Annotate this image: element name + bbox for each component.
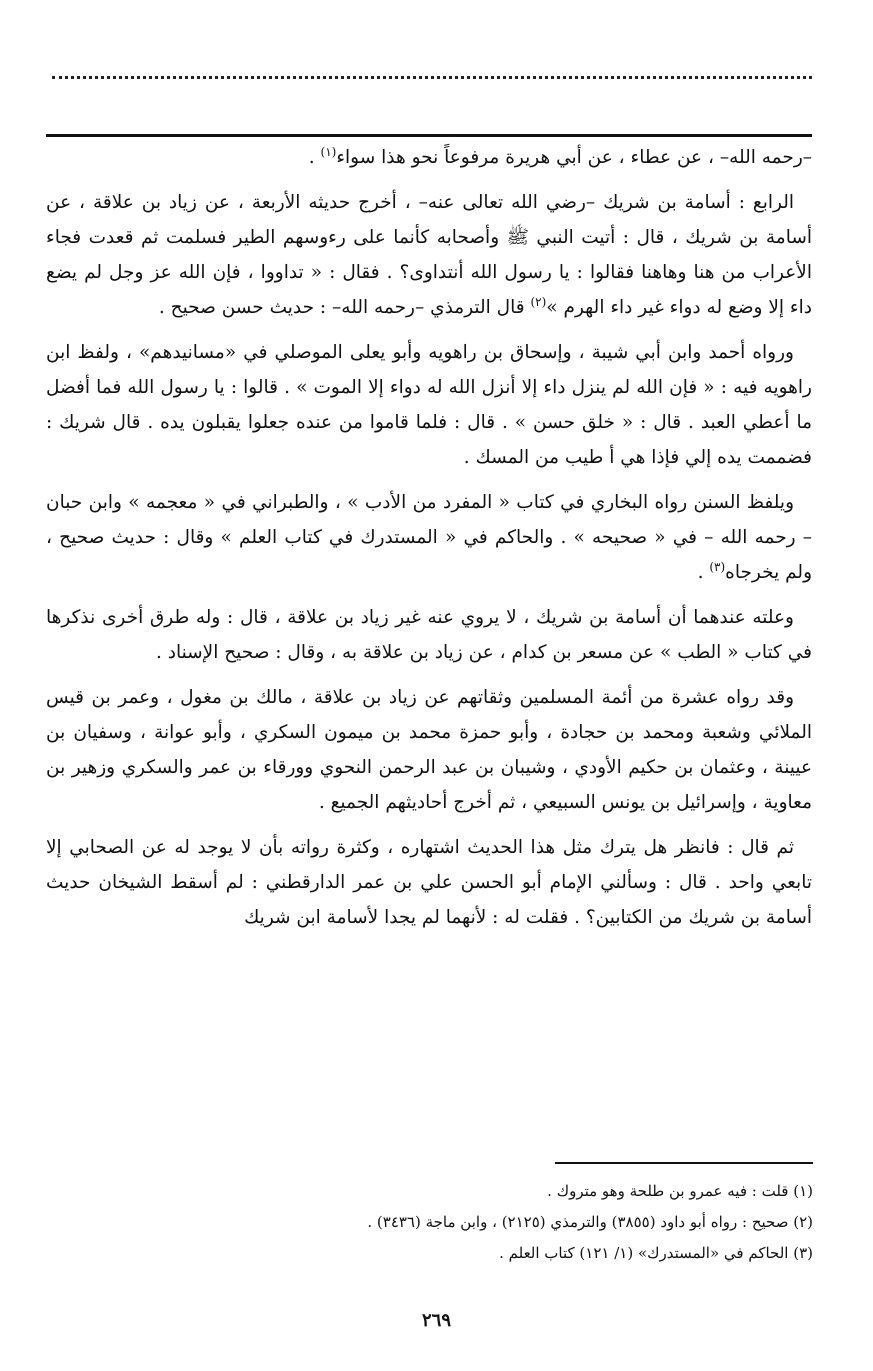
paragraph-text: ثم قال : فانظر هل يترك مثل هذا الحديث اشتهاره ، وكثرة رواته بأن لا يوجد له عن الصحابي إلا تابعي واحد . قال : وسألني الإمام أبو الحسن علي بن عمر الدارقطني : لم أسقط الشيخان حديث أسامة بن شريك من الكتابين؟ . فقلت له : لأنهما لم يجدا لأسامة ابن شريك (46, 837, 812, 928)
paragraph-text: وعلته عندهما أن أسامة بن شريك ، لا يروي عنه غير زياد بن علاقة ، قال : وله طرق أخرى نذكرها في كتاب « الطب » عن مسعر بن كدام ، عن زياد بن علاقة به ، وقال : صحيح الإسناد . (46, 607, 812, 663)
footnote-rule (555, 1162, 813, 1164)
paragraph-text-end: . (308, 147, 321, 168)
footnote-2: (٢) صحيح : رواه أبو داود (٣٨٥٥) والترمذي (٢١٢٥) ، وابن ماجة (٣٤٣٦) . (367, 1213, 813, 1231)
paragraph-illa (46, 600, 812, 670)
footnotes (113, 1176, 813, 1269)
paragraph-text-end: . (697, 562, 710, 583)
footnote-ref: (١) (320, 144, 337, 159)
paragraph-text: الرابع : أسامة بن شريك –رضي الله تعالى عنه– ، أخرج حديثه الأربعة ، عن زياد بن علاقة ، عن أسامة بن شريك ، قال : أتيت النبي ﷺ وأصحابه كأنما على رءوسهم الطير فسلمت ثم قعدت فجاء الأعراب من هنا وهاهنا فقالوا : يا رسول الله أنتداوى؟ . فقال : « تداووا ، فإن الله عز وجل لم يضع داء إلا وضع له دواء غير داء الهرم » (46, 192, 812, 318)
paragraph-text: وقد رواه عشرة من أئمة المسلمين وثقاتهم عن زياد بن علاقة ، مالك بن مغول ، وعمر بن قيس الملائي وشعبة ومحمد بن حجادة ، وأبو حمزة محمد بن ميمون السكري ، وأبو عوانة ، وسفيان بن عيينة ، وعثمان بن حكيم الأودي ، وشيبان بن عبد الرحمن النحوي وورقاء بن عمر والسكري وزهير بن معاوية ، وإسرائيل بن يونس السبيعي ، ثم أخرج أحاديثهم الجميع . (46, 687, 812, 813)
paragraph-fourth (46, 185, 812, 325)
footnote-1: (١) قلت : فيه عمرو بن طلحة وهو متروك . (547, 1182, 813, 1200)
dotted-separator (52, 76, 812, 79)
paragraph-text: ويلفظ السنن رواه البخاري في كتاب « المفرد من الأدب » ، والطبراني في « معجمه » وابن حبان – رحمه الله – في « صحيحه » . والحاكم في « المستدرك في كتاب العلم » وقال : حديث صحيح ، ولم يخرجاه (46, 492, 812, 583)
page-number: ٢٦٩ (421, 1310, 451, 1331)
paragraph-ahmad (46, 335, 812, 475)
paragraph-text: ورواه أحمد وابن أبي شيبة ، وإسحاق بن راهويه وأبو يعلى الموصلي في «مسانيدهم» ، ولفظ ابن راهويه فيه : « فإن الله لم ينزل داء إلا أنزل الله له دواء إلا الموت » . قالوا : يا رسول الله فما أفضل ما أعطي العبد . قال : « خلق حسن » . قال : فلما قاموا من عنده جعلوا يقبلون يده . قال شريك : فضممت يده إلي فإذا هي أ طيب من المسك . (46, 342, 812, 468)
paragraph-text-end: قال الترمذي –رحمه الله– : حديث حسن صحيح . (158, 297, 531, 318)
paragraph-continuation (46, 140, 812, 175)
paragraph-sunan (46, 485, 812, 590)
footnote-3: (٣) الحاكم في «المستدرك» (١/ ١٢١) كتاب العلم . (499, 1244, 813, 1262)
footnote-ref: (٣) (709, 559, 726, 574)
main-text (46, 140, 812, 945)
footnote-ref: (٢) (530, 294, 547, 309)
header-rule (46, 134, 812, 137)
paragraph-narrators (46, 680, 812, 820)
paragraph-text: –رحمه الله– ، عن عطاء ، عن أبي هريرة مرفوعاً نحو هذا سواء (336, 147, 812, 168)
paragraph-daraqutni (46, 830, 812, 935)
